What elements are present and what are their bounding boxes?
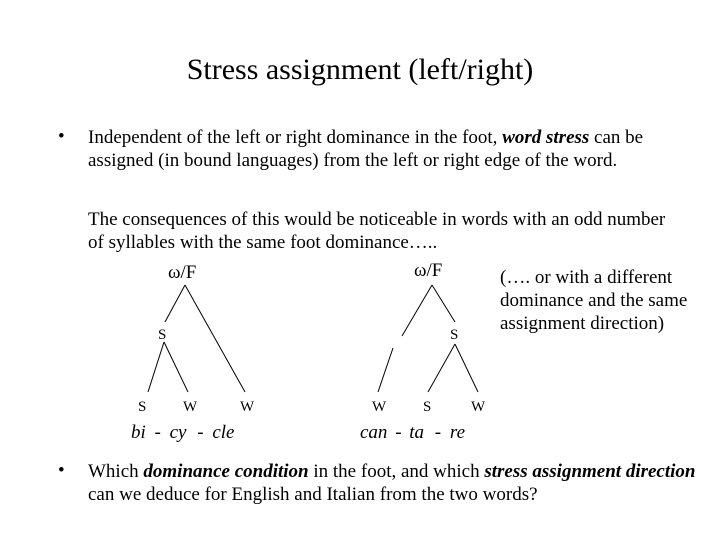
left-word-hyphen-1: -	[154, 422, 161, 443]
question-text-a: Which	[88, 461, 144, 482]
left-tree-root: ω/F	[168, 262, 197, 283]
left-tree-leaf-2: W	[183, 399, 198, 415]
side-note: (…. or with a different dominance and the same assignment direction)	[500, 267, 688, 334]
left-word-syllable-3: cle	[212, 422, 235, 443]
question-emphasis-2: stress assignment direction	[484, 461, 696, 482]
question-emphasis-1: dominance condition	[143, 461, 309, 482]
right-word-syllable-2: ta	[409, 422, 425, 443]
right-tree-mid-node: S	[450, 327, 459, 343]
paragraph-1-text-a: Independent of the left or right dominance in the foot,	[88, 127, 503, 148]
right-word-hyphen-1: -	[395, 422, 402, 443]
left-tree-leaf-1: S	[138, 399, 147, 415]
question-text-c: can we deduce for English and Italian from the two words?	[88, 484, 538, 505]
right-tree-root: ω/F	[414, 260, 443, 281]
paragraph-2: The consequences of this would be noticeable in words with an odd number of syllables with the same foot dominance…..	[88, 209, 666, 253]
right-tree-leaf-3: W	[471, 399, 486, 415]
slide-title: Stress assignment (left/right)	[186, 53, 534, 86]
right-word-syllable-1: can	[360, 422, 388, 443]
question-paragraph	[88, 460, 713, 506]
right-tree-leaf-1: W	[372, 399, 387, 415]
left-word-hyphen-2: -	[197, 422, 204, 443]
bullet-2-marker: •	[58, 460, 65, 481]
left-word-syllable-2: cy	[169, 422, 187, 443]
right-tree-word	[360, 422, 465, 444]
left-tree-word	[131, 422, 234, 444]
right-word-hyphen-2: -	[434, 422, 442, 443]
question-text-b: in the foot, and which	[308, 461, 485, 482]
left-word-syllable-1: bi	[131, 422, 146, 443]
paragraph-1-text-b: can be assigned (in bound languages) from the left or right edge of the word.	[88, 127, 644, 171]
right-word-syllable-3: re	[449, 422, 465, 443]
bullet-1-marker: •	[58, 126, 65, 147]
right-tree-leaf-2: S	[423, 399, 432, 415]
left-tree-leaf-3: W	[240, 399, 255, 415]
left-tree-mid-node: S	[158, 327, 167, 343]
paragraph-1-emphasis: word stress	[502, 127, 590, 148]
